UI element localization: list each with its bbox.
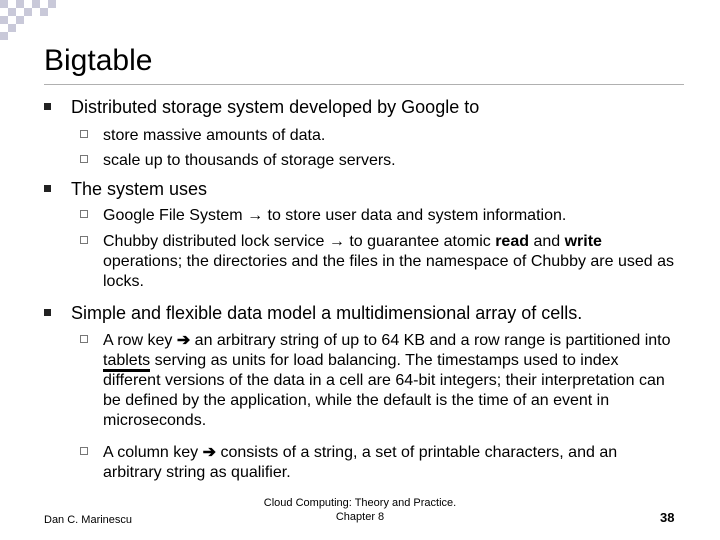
footer-book: [250, 496, 470, 524]
column-key-text: consists of a string, a set of printable characters, and an arbitrary string as qualifier.: [103, 444, 618, 481]
sub-bullet-scale: [80, 151, 680, 171]
footer-author: Dan C. Marinescu: [44, 514, 133, 526]
chubby-text-3: operations; the directories and the files in the namespace of Chubby are used as locks.: [103, 253, 675, 290]
hollow-square-bullet-icon: [80, 130, 88, 138]
square-bullet-icon: [44, 185, 51, 192]
sub-bullet-gfs: [80, 206, 680, 226]
hollow-square-bullet-icon: [80, 447, 88, 455]
footer-book-title: Cloud Computing: Theory and Practice.: [263, 497, 457, 509]
chubby-label: Chubby distributed lock service: [103, 233, 329, 250]
footer-chapter: Chapter 8: [335, 511, 385, 523]
bullet-text: Distributed storage system developed by Google to: [71, 97, 480, 117]
write-bold: write: [564, 233, 602, 250]
title-rule: [44, 84, 684, 85]
square-bullet-icon: [44, 309, 51, 316]
sub-bullet-chubby: [80, 232, 680, 292]
corner-pattern: [0, 0, 80, 48]
bold-arrow-right-icon: ➔: [176, 332, 191, 349]
arrow-right-icon: →: [328, 233, 345, 250]
row-key-text-1: an arbitrary string of up to 64 KB and a row range is partitioned into: [190, 332, 671, 349]
row-key-label: A row key: [103, 332, 177, 349]
tablets-underlined: tablets: [103, 352, 150, 372]
gfs-label: Google File System: [103, 207, 248, 224]
sub-bullet-row-key: [80, 331, 680, 431]
column-key-label: A column key: [103, 444, 203, 461]
hollow-square-bullet-icon: [80, 155, 88, 163]
bullet-text: Simple and flexible data model a multidimensional array of cells.: [71, 303, 583, 323]
row-key-text-2: serving as units for load balancing. The timestamps used to index different versions of the data in a cell are 64-bit integers; their interpretation can be defined by the application, while the default is the time of an event in microseconds.: [103, 352, 665, 429]
page-number: 38: [660, 510, 675, 525]
gfs-text: to store user data and system information.: [263, 207, 567, 224]
chubby-text-2: and: [529, 233, 565, 250]
arrow-right-icon: →: [247, 207, 264, 224]
sub-bullet-text: store massive amounts of data.: [103, 127, 326, 144]
sub-bullet-column-key: [80, 443, 680, 483]
chubby-text-1: to guarantee atomic: [344, 233, 496, 250]
bold-arrow-right-icon: ➔: [202, 444, 217, 461]
slide-title: Bigtable: [44, 44, 153, 77]
bullet-text: The system uses: [71, 179, 208, 199]
hollow-square-bullet-icon: [80, 335, 88, 343]
hollow-square-bullet-icon: [80, 236, 88, 244]
sub-bullet-store: [80, 126, 680, 146]
sub-bullet-text: scale up to thousands of storage servers.: [103, 152, 396, 169]
read-bold: read: [495, 233, 529, 250]
square-bullet-icon: [44, 103, 51, 110]
hollow-square-bullet-icon: [80, 210, 88, 218]
